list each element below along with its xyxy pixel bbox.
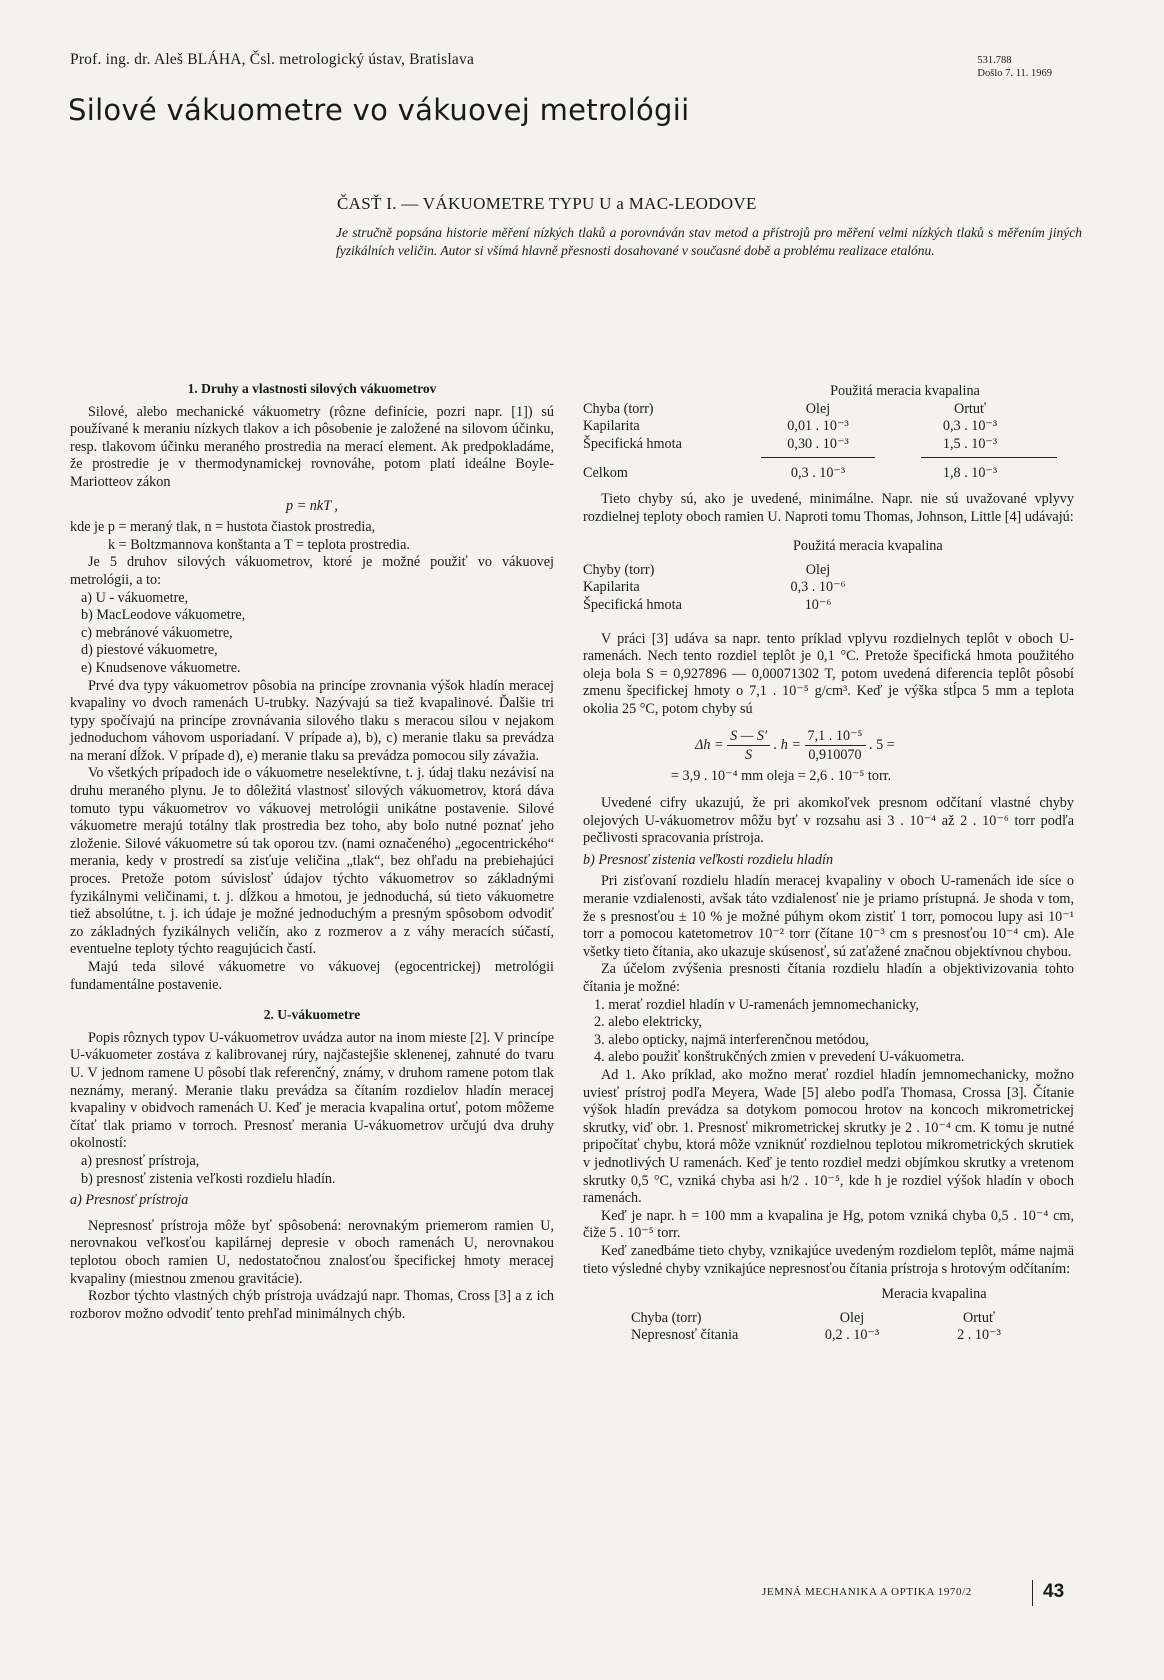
gauge-type-list bbox=[70, 590, 554, 678]
paragraph: Rozbor týchto vlastných chýb prístroja uvádzajú napr. Thomas, Cross [3] a z ich rozborov možno odvodiť tento prehľad minimálnych chýb. bbox=[70, 1288, 554, 1322]
equation-delta-h bbox=[695, 727, 1074, 764]
paragraph: Keď je napr. h = 100 mm a kvapalina je Hg, potom vzniká chyba 0,5 . 10⁻⁴ cm, čiže 5 . 10⁻⁵ torr. bbox=[583, 1207, 1074, 1242]
list-item: 2. alebo elektricky, bbox=[594, 1014, 702, 1031]
table-header: Olej bbox=[805, 400, 831, 417]
table-cell: Celkom bbox=[583, 465, 628, 482]
list-item: 1. merať rozdiel hladín v U-ramenách jemnomechanicky, bbox=[594, 996, 920, 1013]
list-item: 3. alebo opticky, najmä interferenčnou metódou, bbox=[594, 1031, 869, 1048]
paragraph: Vo všetkých prípadoch ide o vákuometre neselektívne, t. j. údaj tlaku nezávisí na druhu meraného plynu. Je to dôležitá vlastnosť silových vákuometrov, ktorá dáva tomuto typu vákuometrov vo vákuovej metrológii unikátne postavenie. Silové vákuometre merajú totálny tlak prostredia bez toho, aby bolo nutné poznať jeho zloženie. Silové vákuometre sú tak oporou tzv. (nami označeného) „egocentrického“ merania, kedy v prostredí sa zisťuje veličina „tlak“, bez ohľadu na prebiehajúci proces. Pretože potom súvislosť údajov týchto vákuometrov so základnými fyzikálnymi veličinami, t. j. dĺžkou a hmotou, je jednoduchá, sú tieto vákuometre tiež absolútne, t. j. ich údaje je možné jednoduchým a presným spôsobom odvodiť zo základných fyzikálnych veličín, ako z rozmerov a z váhy meracích súčastí, eventuelne teploty týchto reagujúcich častí. bbox=[70, 765, 554, 958]
eq-numerator: S — S′ bbox=[727, 727, 770, 746]
table-cell: 0,3 . 10⁻³ bbox=[942, 418, 998, 435]
table-cell: 1,5 . 10⁻³ bbox=[942, 435, 998, 452]
list-item: b) presnosť zistenia veľkosti rozdielu hladín. bbox=[81, 1170, 336, 1187]
table-cell: 2 . 10⁻³ bbox=[957, 1327, 1001, 1344]
journal-footer: JEMNÁ MECHANIKA A OPTIKA 1970/2 bbox=[762, 1586, 972, 1598]
footer-divider bbox=[1032, 1580, 1033, 1606]
table-cell: 0,30 . 10⁻³ bbox=[787, 435, 849, 452]
paragraph: Ad 1. Ako príklad, ako možno merať rozdiel hladín jemnomechanicky, možno uviesť prístroj podľa Meyera, Wade [5] alebo podľa Thomasa, Crossa [3]. Čítanie výšok hladín prevádza sa dotykom pomocou hrotov na koncoch mikrometrickej skrutky, viď obr. 1. Presnosť mikrometrickej skrutky je 2 . 10⁻⁴ cm. K tomu je nutné pripočítať chybu, ktorá môže vzniknúť rozdielnou teplotou mikrometrických skrutiek v jednotlivých U ramenách. Keď je tento rozdiel medzi objímkou skrutky a vretenom skrutky 0,5 °C, vzniká chyba asi h/2 . 10⁻⁵, kde h je rozdiel výšok hladín v oboch ramenách. bbox=[583, 1067, 1074, 1207]
eq-numerator: 7,1 . 10⁻⁵ bbox=[805, 727, 866, 746]
table-header: Chyba (torr) bbox=[631, 1309, 702, 1326]
list-item: c) mebránové vákuometre, bbox=[81, 624, 233, 641]
section-2-heading: 2. U-vákuometre bbox=[263, 1007, 361, 1023]
part-title: ČASŤ I. — VÁKUOMETRE TYPU U a MAC-LEODOVE bbox=[337, 194, 757, 213]
table-caption: Meracia kvapalina bbox=[881, 1286, 987, 1303]
table-cell: 10⁻⁶ bbox=[804, 596, 832, 613]
table-header: Olej bbox=[839, 1309, 865, 1326]
sum-rule bbox=[761, 457, 875, 458]
table-header: Olej bbox=[805, 561, 831, 578]
list-item: 4. alebo použiť konštrukčných zmien v prevedení U-vákuometra. bbox=[594, 1049, 965, 1066]
author-line: Prof. ing. dr. Aleš BLÁHA, Čsl. metrologický ústav, Bratislava bbox=[70, 51, 475, 68]
table-row bbox=[631, 1327, 1051, 1345]
table-row bbox=[583, 436, 1057, 454]
eq-tail: . 5 = bbox=[869, 736, 895, 753]
paragraph: Nepresnosť prístroja môže byť spôsobená: nerovnakým priemerom ramien U, nerovnakou veľkosťou kapilárnej depresie v oboch ramenách U, nerovnakou teplotou oboch ramien U, nedostatočnou znalosťou špecifickej hmoty meracej kvapaliny (miestnou zmenou gravitácie). bbox=[70, 1217, 554, 1287]
eq-fraction-2 bbox=[805, 727, 866, 764]
list-item: a) U - vákuometre, bbox=[81, 589, 189, 606]
table-header: Chyba (torr) bbox=[583, 400, 654, 417]
page-number: 43 bbox=[1043, 1581, 1065, 1602]
table-row bbox=[583, 579, 1057, 597]
table-cell: 0,01 . 10⁻³ bbox=[787, 418, 849, 435]
table-cell: Kapilarita bbox=[583, 418, 640, 435]
accuracy-factor-list bbox=[70, 1153, 554, 1188]
paragraph: Keď zanedbáme tieto chyby, vznikajúce uvedeným rozdielom teplôt, máme najmä tieto výsledné chyby vznikajúce nepresnosťou čítania prístroja s hrotovým odčítaním: bbox=[583, 1242, 1074, 1277]
paragraph: k = Boltzmannova konštanta a T = teplota prostredia. bbox=[108, 536, 410, 553]
list-item: a) presnosť prístroja, bbox=[81, 1152, 200, 1169]
sum-rule bbox=[921, 457, 1057, 458]
equation-ideal-gas: p = nkT , bbox=[286, 497, 338, 514]
table-row bbox=[583, 418, 1057, 436]
abstract: Je stručně popsána historie měření nízkých tlaků a porovnáván stav metod a přístrojů pro měření velmi nízkých tlaků s měřením jiných fyzikálních veličin. Autor si všímá hlavně přesnosti dosahované v současné době a problému realizace etalónu. bbox=[336, 225, 1082, 258]
equation-result: = 3,9 . 10⁻⁴ mm oleja = 2,6 . 10⁻⁵ torr. bbox=[671, 767, 892, 784]
table-cell: 0,3 . 10⁻⁶ bbox=[790, 579, 846, 596]
table-row bbox=[583, 597, 1057, 615]
paragraph: Tieto chyby sú, ako je uvedené, minimálne. Napr. nie sú uvažované vplyvy rozdielnej teploty oboch ramien U. Naproti tomu Thomas, Johnson, Little [4] udávajú: bbox=[583, 490, 1074, 525]
paragraph: Silové, alebo mechanické vákuometry (rôzne definície, pozri napr. [1]) sú používané k meraniu nízkych tlakov a ich pôsobenie je založené na silovom účinku, resp. tlakovom účinku meraného prostredia na merací element. Ak predpokladáme, že prostredie je v thermodynamickej rovnováhe, potom platí ideálne Boyle-Mariotteov zákon bbox=[70, 403, 554, 490]
udc-code: 531.788 bbox=[977, 55, 1012, 66]
subsection-b-heading: b) Presnosť zistenia veľkosti rozdielu hladín bbox=[583, 851, 834, 868]
error-table-2 bbox=[583, 538, 1057, 614]
udc-block bbox=[977, 54, 1052, 80]
paragraph: Pri zisťovaní rozdielu hladín meracej kvapaliny v oboch U-ramenách ide síce o meranie vzdialenosti, avšak táto vzdialenosť nie je priamo prístupná. Je shoda v tom, že s presnosťou ± 10 % je možné púhym okom zistiť 1 torr, pomocou lupy asi 10⁻¹ torr a pomocou katetometrov 10⁻² torr (čítane 10⁻³ cm s presnosťou 10⁻⁴ cm). Ale všetky tieto čítania, ako ukazuje skúsenosť, sú zaťažené značnou objektívnou chybou. bbox=[583, 873, 1074, 960]
table-cell: Kapilarita bbox=[583, 579, 640, 596]
method-list bbox=[583, 997, 1074, 1067]
paragraph: Prvé dva typy vákuometrov pôsobia na princípe zrovnania výšok hladín meracej kvapaliny vo dvoch ramenách U-trubky. Nazývajú sa tiež kvapalinové. Ďalšie tri typy spočívajú na princípe zrovnávania silového tlaku s meracou silou v nejakom jednoduchom váhovom usporiadaní. V prípade a), b), c) meranie tlaku sa prevádza na meraní dĺžok. V prípade d), e) meranie tlaku sa prevádza pomocou sily závažia. bbox=[70, 677, 554, 764]
table-header: Ortuť bbox=[953, 400, 987, 417]
table-header: Ortuť bbox=[962, 1309, 996, 1326]
error-table-1 bbox=[583, 383, 1057, 483]
right-column bbox=[583, 383, 1074, 1345]
table-caption: Použitá meracia kvapalina bbox=[793, 538, 943, 555]
eq-fraction-1 bbox=[727, 727, 770, 764]
table-header: Chyby (torr) bbox=[583, 561, 655, 578]
eq-denominator: S bbox=[745, 746, 753, 763]
eq-lhs: Δh = bbox=[695, 736, 724, 753]
paragraph: V práci [3] udáva sa napr. tento príklad vplyvu rozdielnych teplôt v oboch U-ramenách. Nech tento rozdiel teplôt je 0,1 °C. Pretože špecifická hmota použitého oleja bola S = 0,927896 — 0,00071302 T, potom uvedená diferencia teplôt pôsobí zmenu špecifickej hmoty o 7,1 . 10⁻⁵ g/cm³. Keď je výška stĺpca 5 mm a teplota okolia 25 °C, potom chyby sú bbox=[583, 630, 1074, 717]
paragraph: Uvedené cifry ukazujú, že pri akomkoľvek presnom odčítaní vlastné chyby olejových U-vákuometrov môžu byť v rozsahu asi 3 . 10⁻⁴ až 2 . 10⁻⁶ torr podľa pečlivosti spracovania prístroja. bbox=[583, 795, 1074, 847]
eq-mid: . h = bbox=[773, 736, 801, 753]
paragraph: kde je p = meraný tlak, n = hustota čiastok prostredia, bbox=[70, 519, 376, 536]
table-cell: 0,3 . 10⁻³ bbox=[790, 465, 846, 482]
eq-denominator: 0,910070 bbox=[808, 746, 862, 763]
paragraph: Je 5 druhov silových vákuometrov, ktoré je možné použiť vo vákuovej metrológii, a to: bbox=[70, 554, 554, 588]
article-title: Silové vákuometre vo vákuovej metrológii bbox=[68, 93, 690, 127]
paragraph: Za účelom zvýšenia presnosti čítania rozdielu hladín a objektivizovania tohto čítania je možné: bbox=[583, 961, 1074, 996]
list-item: e) Knudsenove vákuometre. bbox=[81, 659, 241, 676]
table-cell: Nepresnosť čítania bbox=[631, 1327, 739, 1344]
table-cell: Špecifická hmota bbox=[583, 435, 682, 452]
section-1-heading: 1. Druhy a vlastnosti silových vákuometrov bbox=[187, 381, 437, 396]
table-cell: Špecifická hmota bbox=[583, 596, 682, 613]
left-column bbox=[70, 380, 554, 1323]
table-cell: 0,2 . 10⁻³ bbox=[824, 1327, 880, 1344]
list-item: b) MacLeodove vákuometre, bbox=[81, 607, 246, 624]
error-table-3 bbox=[631, 1286, 1051, 1345]
received-date: Došlo 7. 11. 1969 bbox=[977, 68, 1052, 79]
table-caption: Použitá meracia kvapalina bbox=[830, 383, 980, 399]
table-cell: 1,8 . 10⁻³ bbox=[942, 465, 998, 482]
table-row-total bbox=[583, 465, 1057, 483]
paragraph: Popis rôznych typov U-vákuometrov uvádza autor na inom mieste [2]. V princípe U-vákuometer zostáva z kalibrovanej rúry, najčastejšie sklenenej, zahnuté do tvaru U. V jednom ramene U pôsobí tlak referenčný, známy, v druhom ramene potom tlak neznámy, meraný. Meranie tlaku prevádza sa čítaním rozdielov hladín meracej kvapaliny v obidvoch ramenách U. Keď je meracia kvapalina ortuť, potom môžeme čítať tlak priamo v torroch. Presnosť merania U-vákuometrov určujú dva druhy okolností: bbox=[70, 1029, 554, 1152]
list-item: d) piestové vákuometre, bbox=[81, 642, 218, 659]
subsection-a-heading: a) Presnosť prístroja bbox=[70, 1192, 189, 1209]
paragraph: Majú teda silové vákuometre vo vákuovej (egocentrickej) metrológii fundamentálne postavenie. bbox=[70, 959, 554, 993]
